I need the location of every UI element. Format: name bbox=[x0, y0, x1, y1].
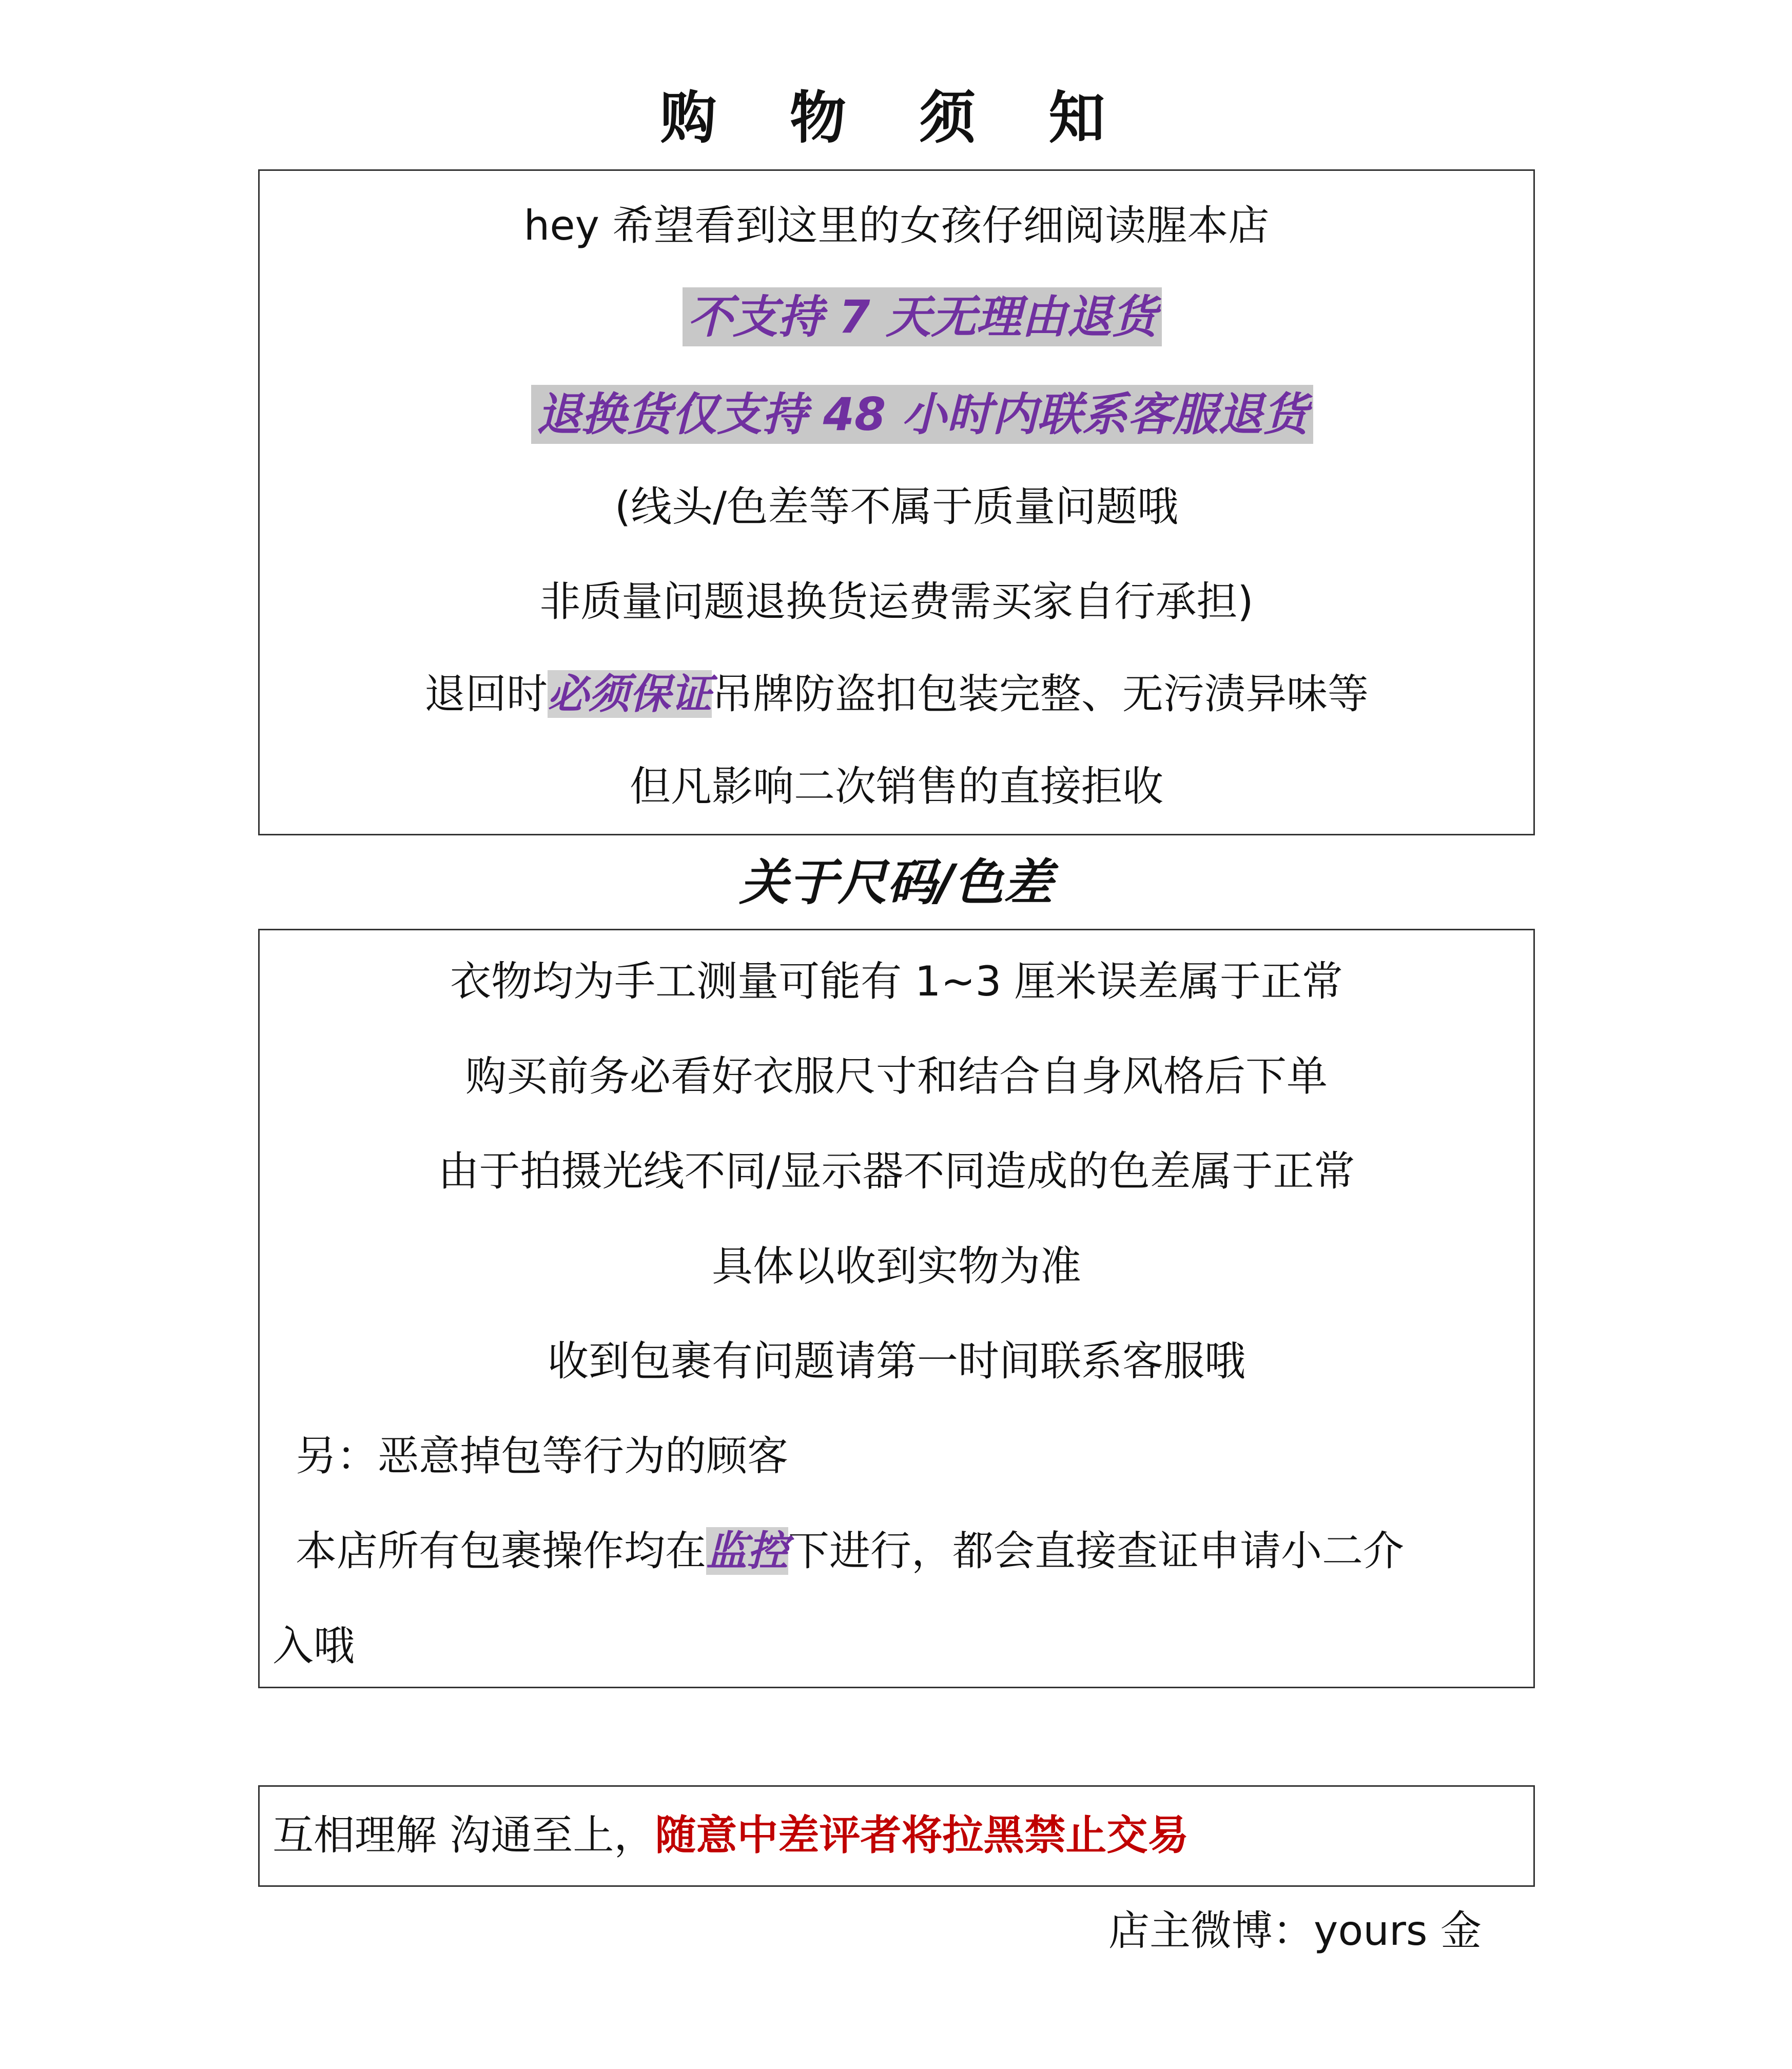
reject-line: 但凡影响二次销售的直接拒收 bbox=[630, 763, 1163, 810]
48h-return-highlight: 退换货仅支持 48 小时内联系客服退货 bbox=[531, 385, 1313, 444]
return-condition-suffix: 吊牌防盗扣包装完整、无污渍异味等 bbox=[712, 670, 1369, 718]
monitoring-line bbox=[260, 1523, 1533, 1579]
closing-box bbox=[258, 1785, 1535, 1887]
closing-line bbox=[260, 1807, 1533, 1864]
no-7day-return-highlight: 不支持 7 天无理由退货 bbox=[683, 287, 1162, 346]
monitoring-suffix: 下进行，都会直接查证申请小二介 bbox=[788, 1527, 1404, 1575]
actual-item-line: 具体以收到实物为准 bbox=[712, 1242, 1081, 1290]
monitoring-line-end: 入哦 bbox=[272, 1622, 355, 1670]
must-ensure-highlight: 必须保证 bbox=[548, 670, 712, 718]
check-size-line: 购买前务必看好衣服尺寸和结合自身风格后下单 bbox=[465, 1052, 1328, 1100]
color-difference-line: 由于拍摄光线不同/显示器不同造成的色差属于正常 bbox=[438, 1147, 1355, 1195]
monitoring-prefix: 本店所有包裹操作均在 bbox=[296, 1527, 706, 1575]
quality-note-line: (线头/色差等不属于质量问题哦 bbox=[614, 483, 1179, 531]
size-color-heading: 关于尺码/色差 bbox=[739, 854, 1053, 911]
mutual-understanding-text: 互相理解 沟通至上， bbox=[272, 1811, 655, 1859]
size-color-box bbox=[258, 929, 1535, 1688]
return-policy-box bbox=[258, 169, 1535, 835]
measurement-line: 衣物均为手工测量可能有 1~3 厘米误差属于正常 bbox=[450, 958, 1343, 1005]
return-condition-line bbox=[260, 666, 1533, 723]
monitoring-highlight: 监控 bbox=[706, 1527, 788, 1575]
malicious-swap-line: 另：恶意掉包等行为的顾客 bbox=[296, 1432, 788, 1480]
return-condition-prefix: 退回时 bbox=[424, 670, 548, 718]
shipping-fee-line: 非质量问题退换货运费需买家自行承担) bbox=[539, 578, 1254, 626]
bad-review-warning: 随意中差评者将拉黑禁止交易 bbox=[655, 1811, 1189, 1859]
page-title: 购 物 须 知 bbox=[660, 85, 1132, 151]
contact-service-line: 收到包裹有问题请第一时间联系客服哦 bbox=[548, 1337, 1245, 1385]
greeting-text: hey 希望看到这里的女孩仔细阅读腥本店 bbox=[523, 202, 1270, 249]
no-return-line bbox=[260, 289, 1533, 347]
owner-weibo: 店主微博：yours 金 bbox=[1108, 1907, 1482, 1955]
48h-return-line bbox=[260, 386, 1533, 444]
